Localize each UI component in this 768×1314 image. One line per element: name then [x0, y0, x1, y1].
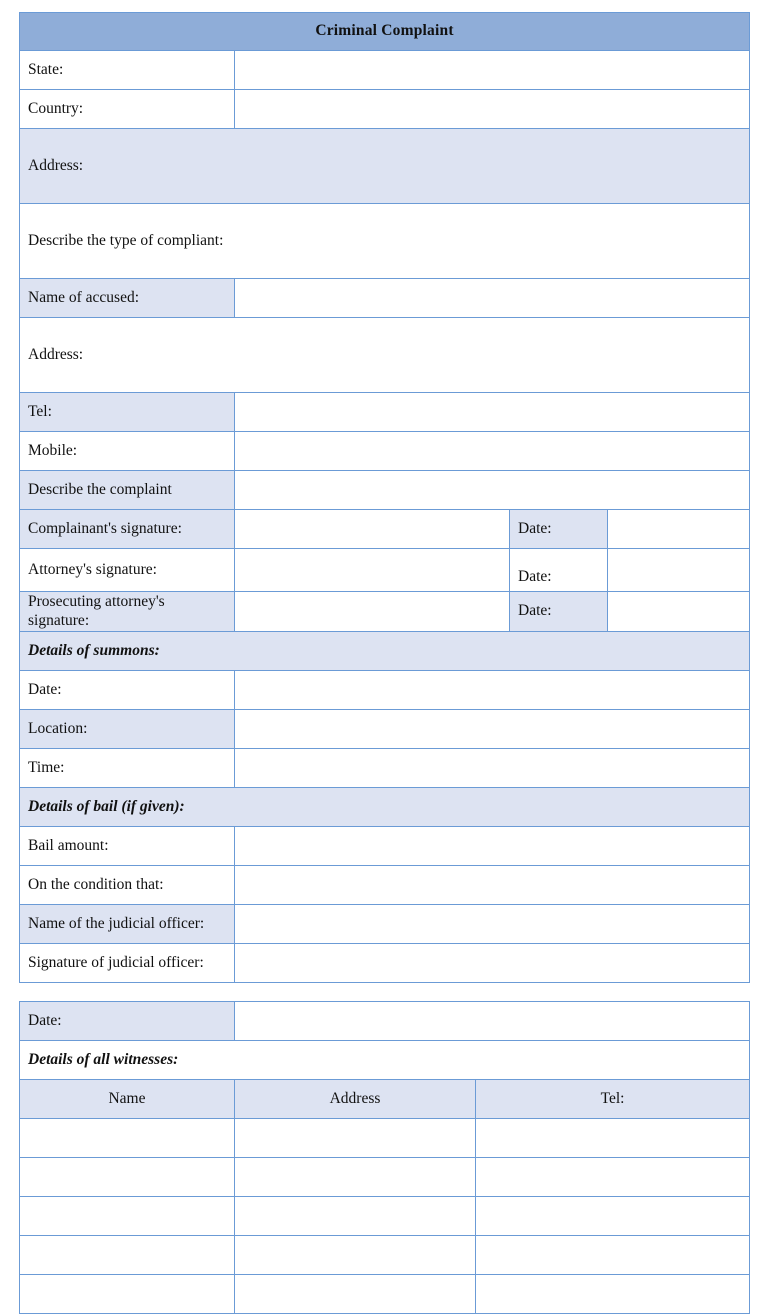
value-describe-complaint[interactable]: [235, 471, 750, 510]
value-mobile[interactable]: [235, 432, 750, 471]
table-row: [20, 1236, 750, 1275]
witness-address-cell[interactable]: [235, 1119, 476, 1158]
value-state[interactable]: [235, 51, 750, 90]
value-attorney-date[interactable]: [608, 549, 750, 592]
row-describe-type: [20, 204, 750, 279]
label-country: Country:: [20, 90, 235, 129]
row-prosecuting-attorney-signature: [20, 592, 750, 632]
row-address-complainant: [20, 129, 750, 204]
witness-name-cell[interactable]: [20, 1236, 235, 1275]
row-country: [20, 90, 750, 129]
row-tel: [20, 393, 750, 432]
label-describe-complaint: Describe the complaint: [20, 471, 235, 510]
witness-name-cell[interactable]: [20, 1197, 235, 1236]
label-attorney-date: Date:: [510, 549, 608, 592]
page-title: Criminal Complaint: [20, 13, 750, 51]
label-complainant-signature: Complainant's signature:: [20, 510, 235, 549]
row-bail-amount: [20, 827, 750, 866]
label-mobile: Mobile:: [20, 432, 235, 471]
witness-address-cell[interactable]: [235, 1197, 476, 1236]
table-row: [20, 1158, 750, 1197]
label-summons-location: Location:: [20, 710, 235, 749]
row-state: [20, 51, 750, 90]
column-header-tel: Tel:: [476, 1080, 750, 1119]
table-row: [20, 1197, 750, 1236]
row-describe-complaint: [20, 471, 750, 510]
value-prosecuting-attorney-date[interactable]: [608, 592, 750, 632]
label-state: State:: [20, 51, 235, 90]
row-name-of-accused: [20, 279, 750, 318]
title-row: [20, 13, 750, 51]
heading-details-of-summons: Details of summons:: [20, 632, 750, 671]
witness-table: [19, 1001, 750, 1314]
row-bail-heading: [20, 788, 750, 827]
row-judicial-officer-signature: [20, 944, 750, 983]
table-row: [20, 1275, 750, 1314]
label-on-the-condition-that: On the condition that:: [20, 866, 235, 905]
heading-details-of-all-witnesses: Details of all witnesses:: [20, 1041, 750, 1080]
value-attorney-signature[interactable]: [235, 549, 510, 592]
row-attorney-signature: [20, 549, 750, 592]
label-address-complainant[interactable]: Address:: [20, 129, 750, 204]
table-row: [20, 1119, 750, 1158]
label-address-accused[interactable]: Address:: [20, 318, 750, 393]
label-prosecuting-attorney-date: Date:: [510, 592, 608, 632]
witness-tel-cell[interactable]: [476, 1275, 750, 1314]
row-summons-heading: [20, 632, 750, 671]
label-describe-type-of-compliant[interactable]: Describe the type of compliant:: [20, 204, 750, 279]
witness-address-cell[interactable]: [235, 1236, 476, 1275]
row-mobile: [20, 432, 750, 471]
witness-name-cell[interactable]: [20, 1158, 235, 1197]
value-signature-of-judicial-officer[interactable]: [235, 944, 750, 983]
value-name-of-judicial-officer[interactable]: [235, 905, 750, 944]
label-witness-date: Date:: [20, 1002, 235, 1041]
row-witness-date: [20, 1002, 750, 1041]
row-bail-condition: [20, 866, 750, 905]
value-on-the-condition-that[interactable]: [235, 866, 750, 905]
witness-address-cell[interactable]: [235, 1158, 476, 1197]
value-witness-date[interactable]: [235, 1002, 750, 1041]
witness-tel-cell[interactable]: [476, 1197, 750, 1236]
row-address-accused: [20, 318, 750, 393]
witness-tel-cell[interactable]: [476, 1158, 750, 1197]
criminal-complaint-main-table: [19, 12, 750, 983]
table-gap-divider: [19, 983, 749, 1001]
witness-address-cell[interactable]: [235, 1275, 476, 1314]
label-signature-of-judicial-officer: Signature of judicial officer:: [20, 944, 235, 983]
label-summons-time: Time:: [20, 749, 235, 788]
witness-column-header-row: [20, 1080, 750, 1119]
row-complainant-signature: [20, 510, 750, 549]
column-header-name: Name: [20, 1080, 235, 1119]
label-prosecuting-attorney-signature: Prosecuting attorney's signature:: [20, 592, 235, 632]
row-summons-location: [20, 710, 750, 749]
witness-name-cell[interactable]: [20, 1275, 235, 1314]
label-bail-amount: Bail amount:: [20, 827, 235, 866]
row-judicial-officer-name: [20, 905, 750, 944]
value-summons-date[interactable]: [235, 671, 750, 710]
label-summons-date: Date:: [20, 671, 235, 710]
column-header-address: Address: [235, 1080, 476, 1119]
row-witness-heading: [20, 1041, 750, 1080]
value-tel[interactable]: [235, 393, 750, 432]
value-summons-location[interactable]: [235, 710, 750, 749]
row-summons-time: [20, 749, 750, 788]
witness-name-cell[interactable]: [20, 1119, 235, 1158]
value-country[interactable]: [235, 90, 750, 129]
value-prosecuting-attorney-signature[interactable]: [235, 592, 510, 632]
label-attorney-signature: Attorney's signature:: [20, 549, 235, 592]
value-bail-amount[interactable]: [235, 827, 750, 866]
value-summons-time[interactable]: [235, 749, 750, 788]
value-complainant-date[interactable]: [608, 510, 750, 549]
value-name-of-accused[interactable]: [235, 279, 750, 318]
label-name-of-judicial-officer: Name of the judicial officer:: [20, 905, 235, 944]
value-complainant-signature[interactable]: [235, 510, 510, 549]
row-summons-date: [20, 671, 750, 710]
label-name-of-accused: Name of accused:: [20, 279, 235, 318]
label-complainant-date: Date:: [510, 510, 608, 549]
witness-tel-cell[interactable]: [476, 1119, 750, 1158]
heading-details-of-bail: Details of bail (if given):: [20, 788, 750, 827]
witness-tel-cell[interactable]: [476, 1236, 750, 1275]
label-tel: Tel:: [20, 393, 235, 432]
